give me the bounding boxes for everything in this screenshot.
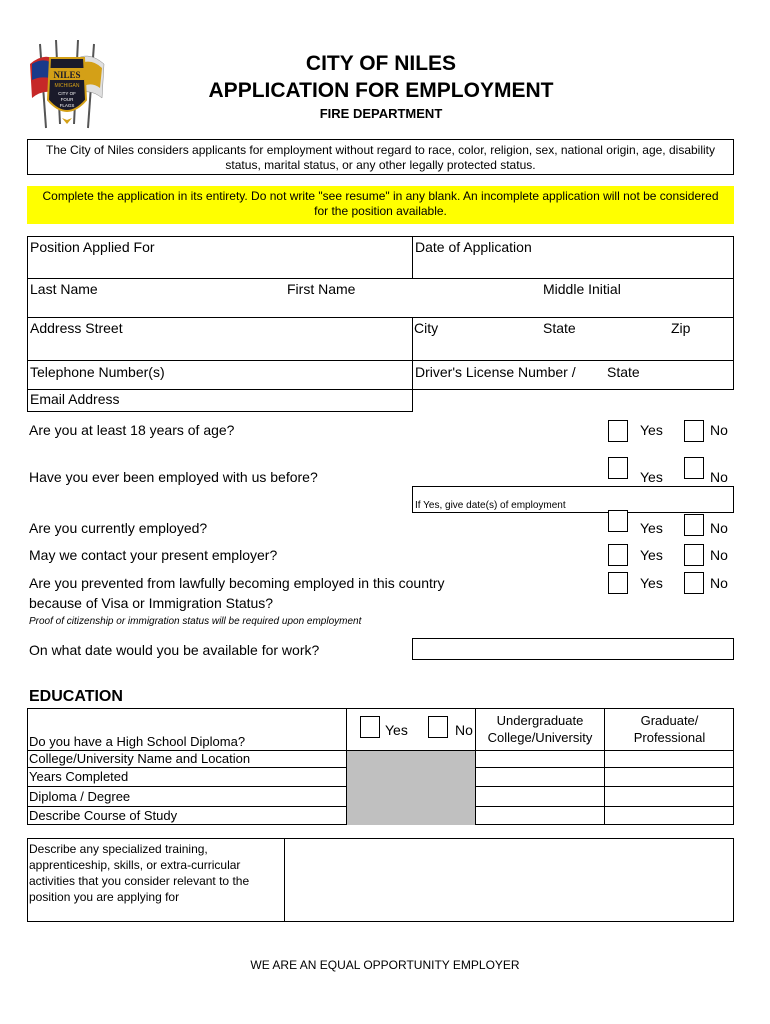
visa-question-line1: Are you prevented from lawfully becoming employed in this country — [29, 575, 445, 591]
position-applied-label: Position Applied For — [30, 239, 155, 255]
address-street-label: Address Street — [30, 320, 123, 336]
available-date-input[interactable] — [412, 638, 734, 660]
contact-employer-yes-label: Yes — [640, 547, 663, 563]
page-title-line2: APPLICATION FOR EMPLOYMENT — [208, 79, 554, 102]
hs-diploma-yes-checkbox[interactable] — [360, 716, 380, 738]
first-name-label: First Name — [287, 281, 356, 297]
diploma-degree-label: Diploma / Degree — [29, 789, 131, 804]
undergrad-years-input[interactable] — [476, 768, 604, 785]
city-label: City — [414, 320, 439, 336]
visa-yes-label: Yes — [640, 575, 663, 591]
email-field[interactable] — [27, 389, 413, 412]
drivers-license-state-label: State — [607, 364, 640, 380]
nondiscrimination-notice — [27, 139, 734, 175]
employed-before-no-label: No — [710, 469, 728, 485]
available-date-question: On what date would you be available for work? — [29, 642, 320, 658]
shaded-cell — [347, 750, 475, 825]
employed-before-yes-label: Yes — [640, 469, 663, 485]
undergrad-degree-input[interactable] — [476, 787, 604, 805]
instructions-text: Complete the application in its entirety. Do not write "see resume" in any blank. An incomplete application will not be considered for the position available. — [42, 189, 719, 218]
seal-text-niles: NILES — [53, 70, 81, 80]
email-label: Email Address — [30, 391, 120, 407]
grad-years-input[interactable] — [605, 768, 734, 785]
undergrad-course-input[interactable] — [476, 807, 604, 824]
age18-yes-label: Yes — [640, 422, 663, 438]
contact-employer-no-checkbox[interactable] — [684, 544, 704, 566]
specialized-training-input[interactable] — [286, 840, 732, 920]
department-title: FIRE DEPARTMENT — [319, 106, 443, 121]
contact-employer-question: May we contact your present employer? — [29, 547, 278, 563]
zip-input[interactable] — [669, 337, 732, 359]
visa-question-line2: because of Visa or Immigration Status? — [29, 595, 274, 611]
middle-initial-input[interactable] — [541, 296, 731, 316]
age18-no-label: No — [710, 422, 728, 438]
hs-diploma-label: Do you have a High School Diploma? — [29, 734, 246, 749]
college-name-label: College/University Name and Location — [29, 751, 251, 766]
age18-no-checkbox[interactable] — [684, 420, 704, 442]
state-label: State — [543, 320, 576, 336]
date-of-application-label: Date of Application — [415, 239, 532, 255]
employed-before-yes-checkbox[interactable] — [608, 457, 628, 479]
currently-employed-yes-label: Yes — [640, 520, 663, 536]
specialized-training-label: Describe any specialized training, apprenticeship, skills, or extra-curricular activities that you consider relevant to the position you are applying for — [29, 842, 250, 904]
date-of-application-field[interactable] — [412, 236, 734, 279]
undergrad-header-line2: College/University — [487, 730, 593, 745]
seal-text-michigan: MICHIGAN — [54, 83, 80, 89]
middle-initial-label: Middle Initial — [543, 281, 621, 297]
seal-text-four: FOUR — [60, 97, 74, 102]
grad-degree-input[interactable] — [605, 787, 734, 805]
drivers-license-label: Driver's License Number / — [415, 364, 576, 380]
nondiscrimination-text: The City of Niles considers applicants for employment without regard to race, color, religion, sex, national origin, age, disability status, marital status, or any other legally protected status. — [46, 143, 715, 172]
instructions-banner — [27, 186, 734, 224]
contact-employer-yes-checkbox[interactable] — [608, 544, 628, 566]
last-name-input[interactable] — [27, 296, 282, 316]
employment-dates-input[interactable] — [412, 486, 734, 513]
hs-diploma-no-checkbox[interactable] — [428, 716, 448, 738]
seal-text-city-of: CITY OF — [58, 91, 76, 96]
grad-college-input[interactable] — [605, 751, 734, 766]
contact-employer-no-label: No — [710, 547, 728, 563]
employment-dates-label: If Yes, give date(s) of employment — [415, 500, 566, 511]
drivers-license-field[interactable] — [412, 360, 734, 390]
currently-employed-no-label: No — [710, 520, 728, 536]
currently-employed-yes-checkbox[interactable] — [608, 510, 628, 532]
grad-header-line2: Professional — [633, 730, 706, 745]
proof-citizenship-note: Proof of citizenship or immigration status will be required upon employment — [29, 616, 362, 627]
page-title-line1: CITY OF NILES — [305, 52, 457, 75]
hs-diploma-no-label: No — [455, 722, 473, 738]
age18-question: Are you at least 18 years of age? — [29, 422, 235, 438]
visa-no-label: No — [710, 575, 728, 591]
grad-course-input[interactable] — [605, 807, 734, 824]
undergrad-header-line1: Undergraduate — [496, 713, 584, 728]
currently-employed-no-checkbox[interactable] — [684, 514, 704, 536]
years-completed-label: Years Completed — [29, 769, 129, 784]
employed-before-no-checkbox[interactable] — [684, 457, 704, 479]
equal-opportunity-footer: WE ARE AN EQUAL OPPORTUNITY EMPLOYER — [250, 958, 520, 972]
telephone-field[interactable] — [27, 360, 413, 390]
city-input[interactable] — [413, 337, 538, 359]
hs-diploma-yes-label: Yes — [385, 722, 408, 738]
first-name-input[interactable] — [284, 296, 539, 316]
last-name-label: Last Name — [30, 281, 98, 297]
undergrad-header — [476, 712, 604, 746]
seal-text-flags: FLAGS — [59, 103, 75, 108]
currently-employed-question: Are you currently employed? — [29, 520, 208, 536]
visa-no-checkbox[interactable] — [684, 572, 704, 594]
undergrad-college-input[interactable] — [476, 751, 604, 766]
visa-yes-checkbox[interactable] — [608, 572, 628, 594]
telephone-label: Telephone Number(s) — [30, 364, 165, 380]
education-heading: EDUCATION — [29, 688, 123, 705]
address-street-input[interactable] — [28, 337, 411, 359]
zip-label: Zip — [671, 320, 691, 336]
employed-before-question: Have you ever been employed with us before? — [29, 469, 318, 485]
age18-yes-checkbox[interactable] — [608, 420, 628, 442]
grad-header-line1: Graduate/ — [640, 713, 699, 728]
grad-header — [605, 712, 734, 746]
course-of-study-label: Describe Course of Study — [29, 808, 178, 823]
state-input[interactable] — [541, 337, 666, 359]
position-applied-field[interactable] — [27, 236, 413, 279]
